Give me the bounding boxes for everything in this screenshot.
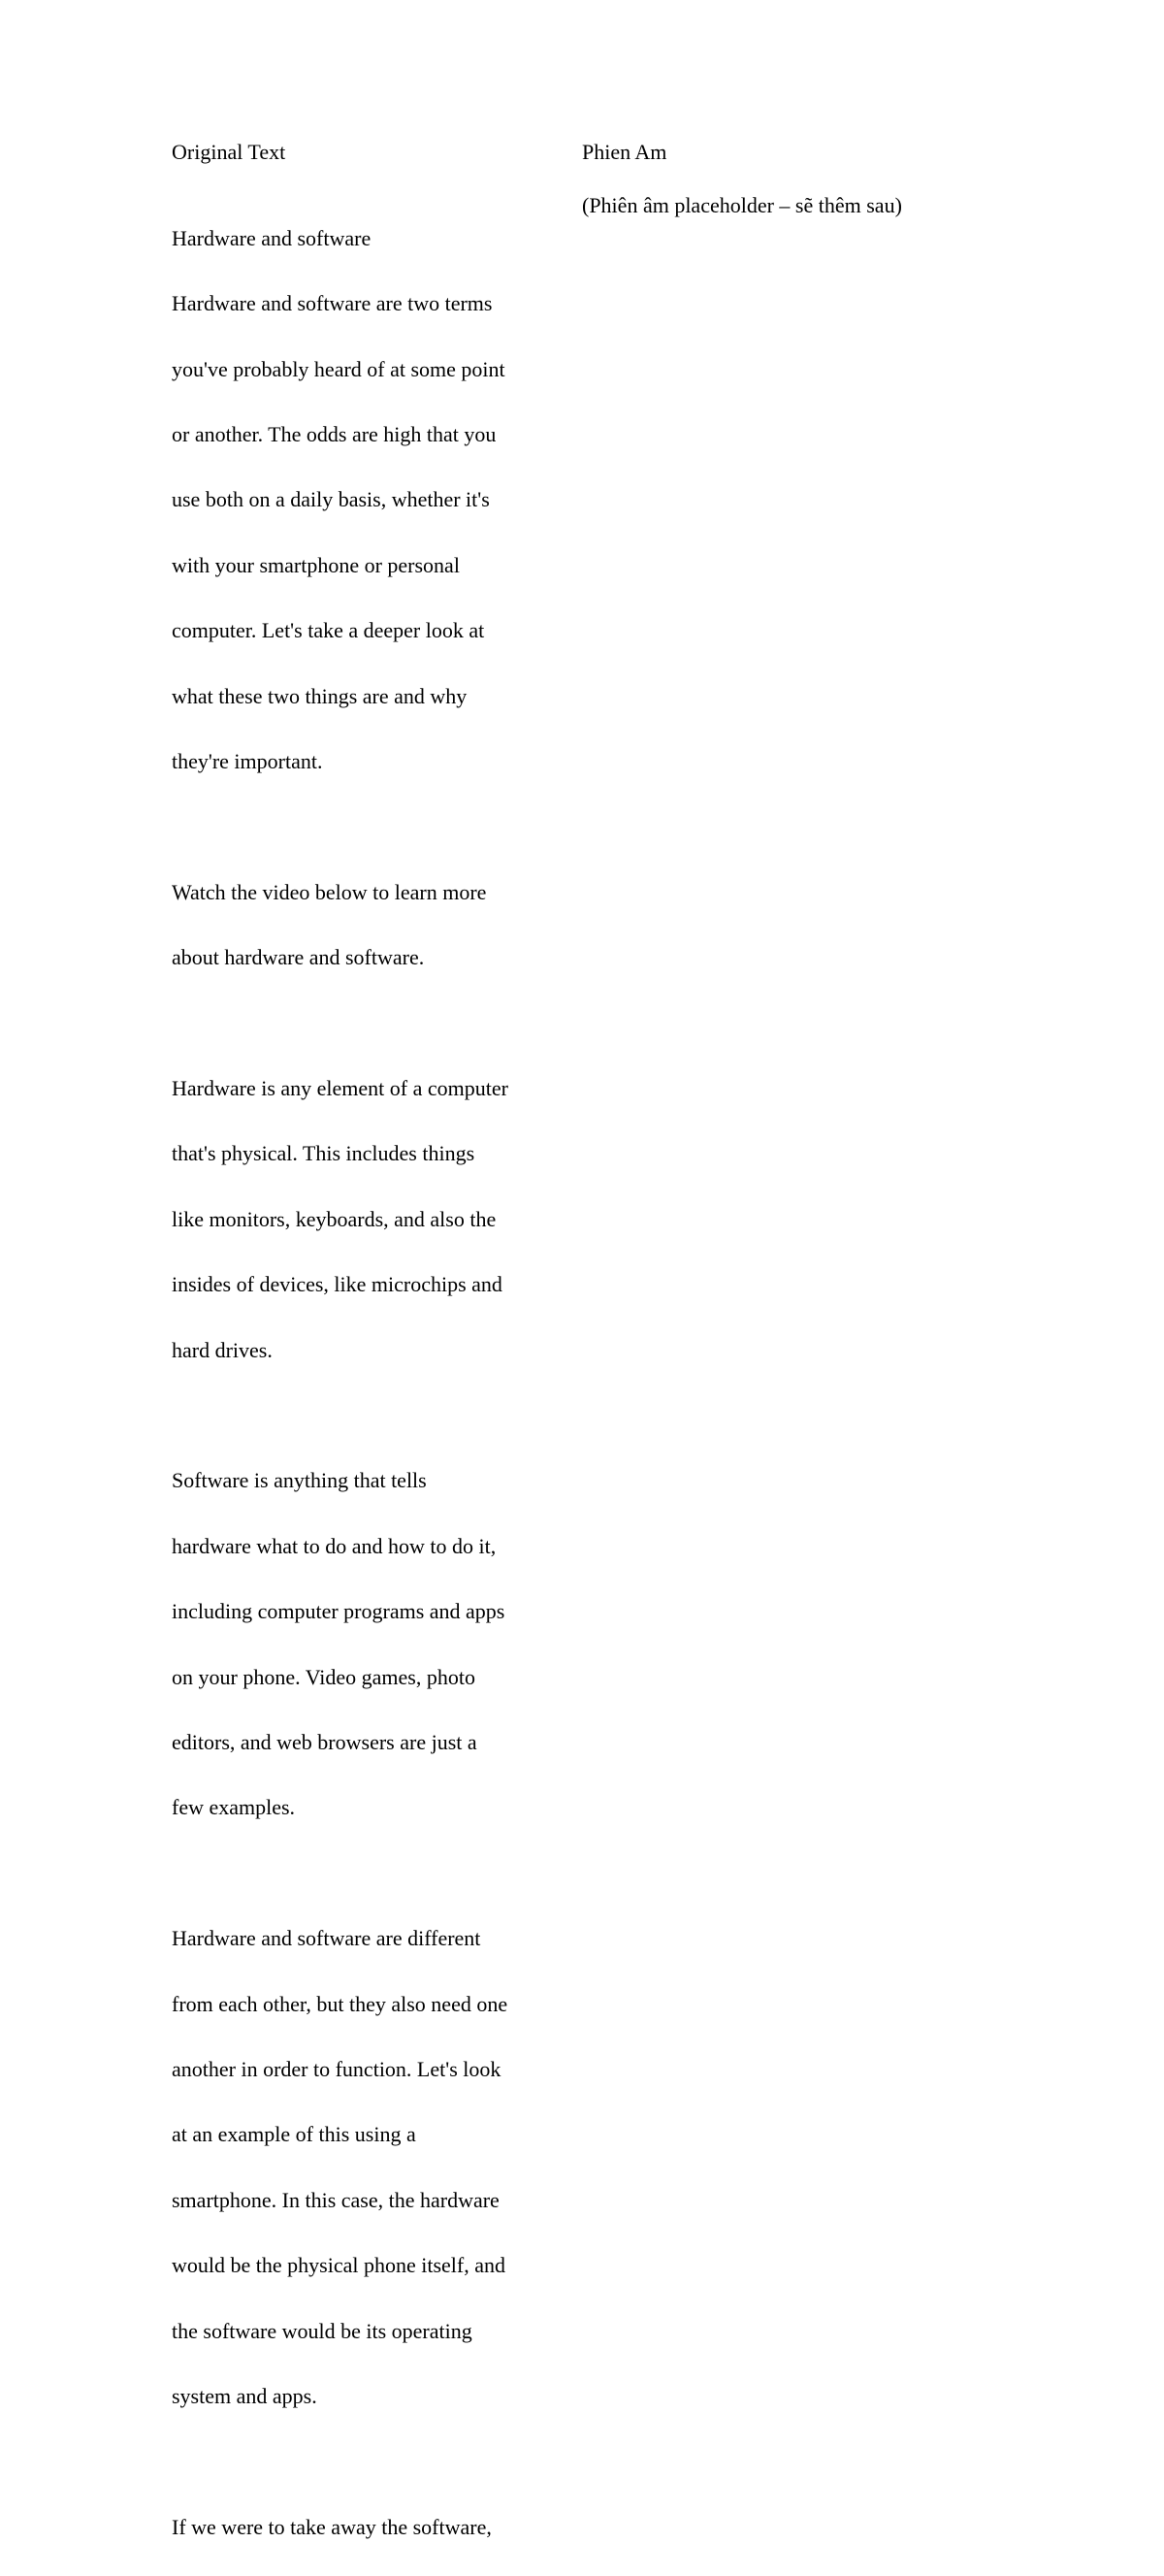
paragraph-line: would be the physical phone itself, and — [172, 2253, 505, 2278]
phien-am-body — [582, 189, 989, 222]
paragraph-line: Hardware is any element of a computer — [172, 1075, 508, 1100]
original-text-column — [172, 138, 569, 2576]
paragraph-line: hardware what to do and how to do it, — [172, 1533, 497, 1558]
paragraph-line: on your phone. Video games, photo — [172, 1664, 475, 1689]
paragraph-line: Software is anything that tells — [172, 1468, 427, 1493]
paragraph-line: Hardware and software — [172, 225, 372, 250]
paragraph-line: smartphone. In this case, the hardware — [172, 2187, 500, 2212]
original-text-header: Original Text — [172, 140, 286, 164]
paragraph-line: from each other, but they also need one — [172, 1991, 508, 2016]
paragraph-line: insides of devices, like microchips and — [172, 1272, 502, 1297]
paragraph-intro — [172, 189, 569, 810]
paragraph-line: If we were to take away the software, — [172, 2514, 492, 2539]
paragraph-line: about hardware and software. — [172, 945, 425, 970]
paragraph-line: hard drives. — [172, 1337, 273, 1362]
paragraph-line: editors, and web browsers are just a — [172, 1730, 477, 1754]
paragraph-line: few examples. — [172, 1795, 296, 1820]
paragraph-line: like monitors, keyboards, and also the — [172, 1206, 497, 1231]
original-text-body — [172, 189, 569, 2576]
paragraph-line: Hardware and software are two terms — [172, 291, 493, 316]
paragraph-take-away — [172, 2478, 569, 2576]
paragraph-line: another in order to function. Let's look — [172, 2057, 501, 2082]
paragraph-line: Watch the video below to learn more — [172, 879, 487, 904]
paragraph-line: or another. The odds are high that you — [172, 421, 497, 446]
paragraph-line: you've probably heard of at some point — [172, 356, 505, 381]
paragraph-line: what these two things are and why — [172, 683, 468, 708]
phien-am-placeholder: (Phiên âm placeholder – sẽ thêm sau) — [582, 193, 902, 217]
paragraph-difference — [172, 1890, 569, 2446]
paragraph-line: system and apps. — [172, 2384, 317, 2409]
paragraph-line: with your smartphone or personal — [172, 552, 460, 577]
paragraph-line: computer. Let's take a deeper look at — [172, 618, 485, 643]
paragraph-software — [172, 1432, 569, 1857]
paragraph-line: that's physical. This includes things — [172, 1141, 475, 1166]
paragraph-line: at an example of this using a — [172, 2122, 416, 2147]
paragraph-hardware — [172, 1039, 569, 1399]
phien-am-header: Phien Am — [582, 140, 667, 164]
paragraph-video — [172, 843, 569, 1007]
paragraph-line: they're important. — [172, 748, 323, 773]
paragraph-line: including computer programs and apps — [172, 1599, 505, 1624]
paragraph-line: the software would be its operating — [172, 2318, 472, 2343]
paragraph-line: use both on a daily basis, whether it's — [172, 487, 490, 512]
paragraph-line: Hardware and software are different — [172, 1926, 481, 1951]
phien-am-column — [582, 138, 989, 222]
